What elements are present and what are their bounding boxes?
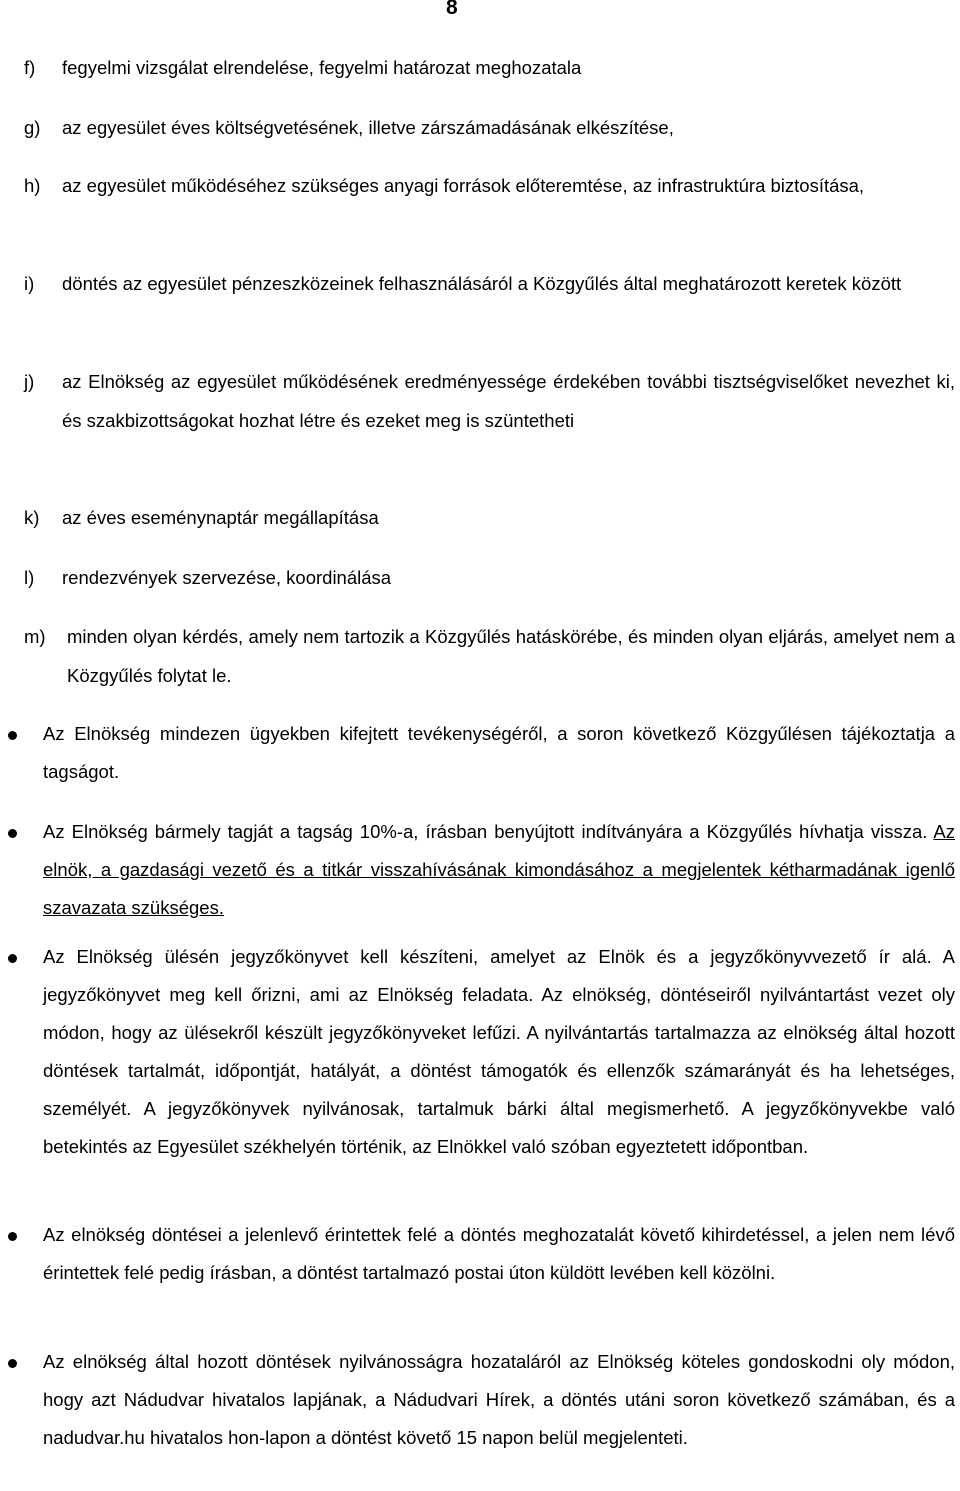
list-item-label: g) — [24, 117, 41, 138]
list-item-text: rendezvények szervezése, koordinálása — [62, 567, 392, 588]
bullet-dot-icon — [8, 829, 17, 838]
paragraph-text: Az Elnökség mindezen ügyekben kifejtett tevékenységéről, a soron következő Közgyűlésen tájékoztatja a tagságot. — [43, 723, 955, 782]
list-item-text: fegyelmi vizsgálat elrendelése, fegyelmi határozat meghozatala — [62, 57, 582, 78]
list-item-label: j) — [24, 371, 35, 392]
bullet-dot-icon — [8, 954, 17, 963]
list-item-label: k) — [24, 507, 40, 528]
list-item-text: döntés az egyesület pénzeszközeinek felhasználásáról a Közgyűlés által meghatározott keretek között — [62, 273, 902, 294]
list-item-text: az egyesület éves költségvetésének, illetve zárszámadásának elkészítése, — [62, 117, 674, 138]
paragraph-text: Az Elnökség ülésén jegyzőkönyvet kell készíteni, amelyet az Elnök és a jegyzőkönyvvezető ír alá. A jegyzőkönyvet meg kell őrizni, ami az Elnökség feladata. Az elnökség, döntéseiről nyilvántartást vezet oly módon, hogy az ülésekről készült jegyzőkönyveket lefűzi. A nyilvántartás tartalmazza az elnökség által hozott döntések tartalmát, időpontját, hatályát, a döntést támogatók és ellenzők számarányát és ha lehetséges, személyét. A jegyzőkönyvek nyilvánosak, tartalmuk bárki által megismerhető. A jegyzőkönyvekbe való betekintés az Egyesület székhelyén történik, az Elnökkel való szóban egyeztetett időpontban. — [43, 946, 955, 1157]
underlined-text: Az elnök, a gazdasági vezető és a titkár visszahívásának kimondásához a megjelentek kétharmadának igenlő szavazata szükséges. — [43, 821, 955, 918]
list-item-label: h) — [24, 175, 41, 196]
list-item-text: az egyesület működéséhez szükséges anyagi források előteremtése, az infrastruktúra biztosítása, — [62, 175, 865, 196]
paragraph-text — [43, 813, 955, 927]
paragraph-text: Az elnökség döntései a jelenlevő érintettek felé a döntés meghozatalát követő kihirdetéssel, a jelen nem lévő érintettek felé pedig írásban, a döntést tartalmazó postai úton küldött levében kell közölni. — [43, 1224, 955, 1283]
paragraph-text: Az elnökség által hozott döntések nyilvánosságra hozataláról az Elnökség köteles gondoskodni oly módon, hogy azt Nádudvar hivatalos lapjának, a Nádudvari Hírek, a döntés utáni soron következő számában, és a nadudvar.hu hivatalos hon-lapon a döntést követő 15 napon belül megjelenteti. — [43, 1351, 955, 1448]
list-item-label: m) — [24, 626, 46, 647]
page-number: 8 — [446, 0, 458, 19]
list-item-text: az éves eseménynaptár megállapítása — [62, 507, 379, 528]
bullet-dot-icon — [8, 1359, 17, 1368]
list-item-label: l) — [24, 567, 35, 588]
list-item-label: f) — [24, 57, 36, 78]
list-item-text: minden olyan kérdés, amely nem tartozik a Közgyűlés hatáskörébe, és minden olyan eljárás, amelyet nem a Közgyűlés folytat le. — [67, 626, 955, 686]
list-item-label: i) — [24, 273, 35, 294]
bullet-dot-icon — [8, 1232, 17, 1241]
bullet-dot-icon — [8, 731, 17, 740]
list-item-text: az Elnökség az egyesület működésének eredményessége érdekében további tisztségviselőket nevezhet ki, és szakbizottságokat hozhat létre és ezeket meg is szüntetheti — [62, 371, 955, 431]
paragraph-plain-text: Az Elnökség bármely tagját a tagság 10%-a, írásban benyújtott indítványára a Közgyűlés hívhatja vissza. — [43, 821, 928, 842]
